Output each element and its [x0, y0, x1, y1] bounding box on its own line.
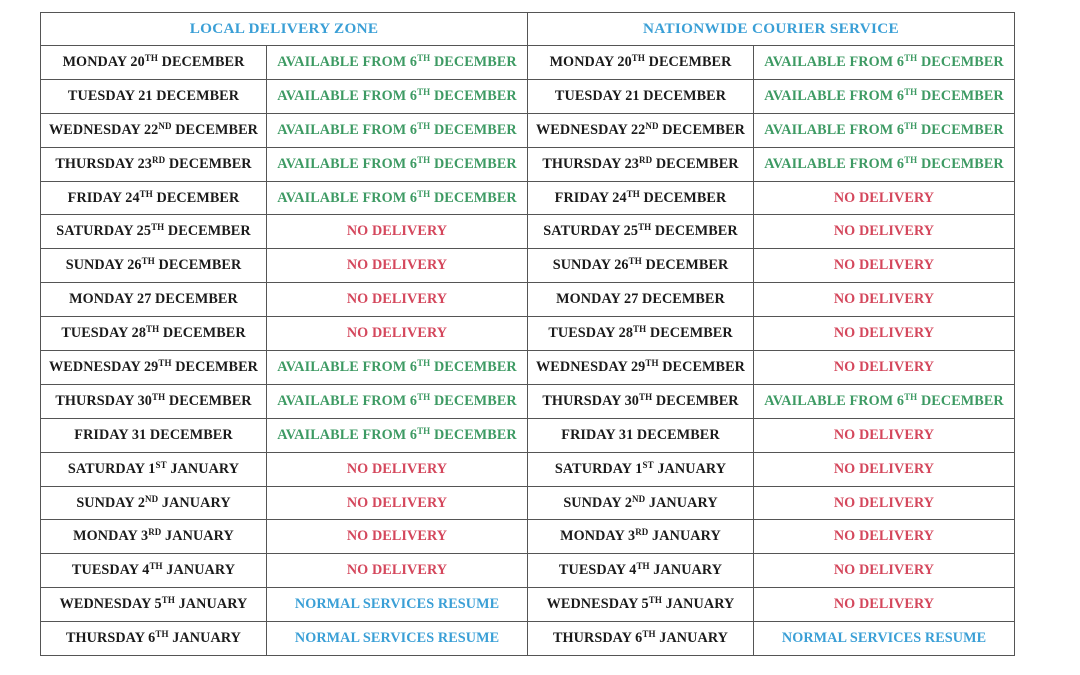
date-month: JANUARY — [174, 596, 248, 613]
date-month: DECEMBER — [165, 155, 252, 172]
date-month: DECEMBER — [646, 325, 733, 342]
national-date-cell — [528, 283, 754, 317]
date-month: JANUARY — [162, 562, 236, 579]
date-day: WEDNESDAY 22 — [49, 121, 159, 138]
status-text: NORMAL SERVICES RESUME — [294, 630, 500, 647]
status-month: DECEMBER — [917, 53, 1004, 70]
national-date-cell — [528, 249, 754, 283]
status-month: DECEMBER — [917, 155, 1004, 172]
date-ordinal-suffix: TH — [161, 595, 175, 606]
status-text: NO DELIVERY — [833, 223, 935, 240]
status-month: DECEMBER — [430, 155, 517, 172]
national-status-cell — [754, 283, 1015, 317]
date-day: TUESDAY 28 — [61, 325, 147, 342]
table-row — [41, 384, 1015, 418]
status-text: NO DELIVERY — [833, 426, 935, 443]
national-status-cell — [754, 351, 1015, 385]
status-text: NO DELIVERY — [346, 325, 448, 342]
date-ordinal-suffix: TH — [648, 595, 662, 606]
status-month: DECEMBER — [917, 87, 1004, 104]
national-date-cell — [528, 113, 754, 147]
date-ordinal-suffix: TH — [638, 391, 653, 402]
national-date-cell — [528, 181, 754, 215]
date-day: THURSDAY 23 — [55, 155, 152, 172]
date-ordinal-suffix: ND — [145, 493, 159, 504]
status-month: DECEMBER — [430, 189, 517, 206]
date-month: DECEMBER — [641, 257, 729, 274]
national-status-cell — [754, 622, 1015, 656]
status-ordinal-suffix: TH — [417, 154, 431, 165]
national-status-cell — [754, 486, 1015, 520]
local-date-cell — [41, 249, 267, 283]
date-month: DECEMBER — [658, 121, 745, 138]
date-day: THURSDAY 30 — [55, 392, 152, 409]
national-date-cell — [528, 351, 754, 385]
date-ordinal-suffix: ND — [645, 120, 659, 131]
status-ordinal-suffix: TH — [417, 357, 431, 368]
status-text: AVAILABLE FROM 6 — [277, 121, 418, 138]
date-ordinal-suffix: TH — [144, 52, 158, 63]
status-text: AVAILABLE FROM 6 — [764, 87, 905, 104]
status-ordinal-suffix: TH — [417, 391, 431, 402]
status-month: DECEMBER — [430, 392, 517, 409]
table-row — [41, 215, 1015, 249]
date-day: SUNDAY 2 — [563, 494, 633, 511]
date-day: WEDNESDAY 29 — [536, 358, 646, 375]
status-month: DECEMBER — [917, 392, 1004, 409]
date-ordinal-suffix: RD — [638, 154, 653, 165]
status-text: NO DELIVERY — [346, 223, 448, 240]
date-month: JANUARY — [168, 630, 242, 647]
local-date-cell — [41, 384, 267, 418]
local-status-cell — [267, 351, 528, 385]
national-date-cell — [528, 588, 754, 622]
date-day: FRIDAY 31 DECEMBER — [74, 426, 233, 443]
status-text: AVAILABLE FROM 6 — [277, 189, 418, 206]
local-status-cell — [267, 113, 528, 147]
local-status-cell — [267, 317, 528, 351]
national-status-cell — [754, 46, 1015, 80]
date-day: THURSDAY 6 — [65, 630, 156, 647]
table-row — [41, 317, 1015, 351]
status-ordinal-suffix: TH — [904, 52, 918, 63]
local-status-cell — [267, 283, 528, 317]
status-text: NO DELIVERY — [346, 494, 448, 511]
status-text: NO DELIVERY — [833, 257, 935, 274]
date-month: JANUARY — [649, 562, 723, 579]
date-month: DECEMBER — [164, 223, 251, 240]
local-date-cell — [41, 113, 267, 147]
table-row — [41, 520, 1015, 554]
date-day: SUNDAY 26 — [552, 257, 629, 274]
local-status-cell — [267, 486, 528, 520]
local-date-cell — [41, 46, 267, 80]
national-status-cell — [754, 181, 1015, 215]
date-ordinal-suffix: TH — [149, 561, 163, 572]
local-date-cell — [41, 283, 267, 317]
date-month: DECEMBER — [159, 325, 246, 342]
date-day: SATURDAY 25 — [543, 223, 639, 240]
date-day: SATURDAY 1 — [67, 460, 156, 477]
status-text: NO DELIVERY — [833, 358, 935, 375]
date-month: DECEMBER — [658, 358, 745, 375]
delivery-schedule-table — [40, 12, 1015, 656]
date-day: SATURDAY 25 — [56, 223, 152, 240]
table-row — [41, 46, 1015, 80]
status-month: DECEMBER — [430, 53, 517, 70]
date-day: TUESDAY 21 DECEMBER — [554, 87, 727, 104]
national-status-cell — [754, 215, 1015, 249]
national-status-cell — [754, 147, 1015, 181]
date-day: SATURDAY 1 — [554, 460, 643, 477]
date-day: TUESDAY 4 — [558, 562, 637, 579]
date-ordinal-suffix: TH — [139, 188, 153, 199]
status-text: AVAILABLE FROM 6 — [277, 392, 418, 409]
nationwide-courier-service-header: NATIONWIDE COURIER SERVICE — [528, 13, 1015, 46]
status-text: NO DELIVERY — [346, 257, 448, 274]
date-month: JANUARY — [166, 460, 240, 477]
national-date-cell — [528, 622, 754, 656]
national-date-cell — [528, 520, 754, 554]
date-month: DECEMBER — [645, 53, 732, 70]
status-month: DECEMBER — [430, 426, 517, 443]
status-text: AVAILABLE FROM 6 — [277, 426, 418, 443]
status-ordinal-suffix: TH — [417, 425, 431, 436]
status-text: NO DELIVERY — [833, 460, 935, 477]
date-ordinal-suffix: TH — [151, 391, 166, 402]
status-month: DECEMBER — [430, 87, 517, 104]
national-status-cell — [754, 113, 1015, 147]
local-delivery-zone-header: LOCAL DELIVERY ZONE — [41, 13, 528, 46]
national-date-cell — [528, 147, 754, 181]
date-day: TUESDAY 28 — [548, 325, 634, 342]
date-ordinal-suffix: TH — [151, 222, 165, 233]
national-date-cell — [528, 554, 754, 588]
status-text: NO DELIVERY — [833, 291, 935, 308]
status-text: AVAILABLE FROM 6 — [277, 87, 418, 104]
national-status-cell — [754, 317, 1015, 351]
date-day: WEDNESDAY 5 — [546, 596, 649, 613]
status-text: NORMAL SERVICES RESUME — [781, 630, 987, 647]
date-ordinal-suffix: TH — [141, 256, 155, 267]
date-month: JANUARY — [655, 630, 729, 647]
date-day: TUESDAY 4 — [71, 562, 150, 579]
date-day: MONDAY 27 DECEMBER — [69, 291, 238, 308]
date-ordinal-suffix: TH — [636, 561, 650, 572]
date-month: DECEMBER — [652, 155, 739, 172]
local-date-cell — [41, 588, 267, 622]
date-day: WEDNESDAY 29 — [49, 358, 159, 375]
date-day: FRIDAY 24 — [554, 189, 627, 206]
date-ordinal-suffix: TH — [633, 324, 647, 335]
national-status-cell — [754, 418, 1015, 452]
local-status-cell — [267, 384, 528, 418]
national-date-cell — [528, 418, 754, 452]
date-month: JANUARY — [645, 494, 718, 511]
local-status-cell — [267, 622, 528, 656]
table-row — [41, 588, 1015, 622]
table-row — [41, 181, 1015, 215]
date-day: WEDNESDAY 5 — [59, 596, 162, 613]
status-text: NO DELIVERY — [346, 460, 448, 477]
date-day: FRIDAY 31 DECEMBER — [561, 426, 720, 443]
national-date-cell — [528, 384, 754, 418]
table-row — [41, 486, 1015, 520]
status-text: NO DELIVERY — [833, 189, 935, 206]
table-row — [41, 418, 1015, 452]
status-ordinal-suffix: TH — [417, 52, 431, 63]
local-status-cell — [267, 79, 528, 113]
date-month: JANUARY — [161, 528, 234, 545]
status-text: AVAILABLE FROM 6 — [764, 155, 905, 172]
local-status-cell — [267, 181, 528, 215]
status-text: NO DELIVERY — [833, 596, 935, 613]
status-text: NO DELIVERY — [346, 562, 448, 579]
date-ordinal-suffix: ST — [642, 459, 654, 470]
local-status-cell — [267, 46, 528, 80]
local-status-cell — [267, 418, 528, 452]
status-text: AVAILABLE FROM 6 — [277, 155, 418, 172]
national-status-cell — [754, 384, 1015, 418]
date-day: MONDAY 3 — [73, 528, 149, 545]
national-status-cell — [754, 588, 1015, 622]
local-date-cell — [41, 554, 267, 588]
local-date-cell — [41, 452, 267, 486]
date-day: MONDAY 27 DECEMBER — [556, 291, 725, 308]
date-month: DECEMBER — [652, 392, 739, 409]
table-row — [41, 283, 1015, 317]
date-month: DECEMBER — [651, 223, 738, 240]
status-text: NORMAL SERVICES RESUME — [294, 596, 500, 613]
date-ordinal-suffix: TH — [146, 324, 160, 335]
date-ordinal-suffix: TH — [645, 357, 659, 368]
local-status-cell — [267, 588, 528, 622]
date-ordinal-suffix: TH — [155, 629, 169, 640]
table-row — [41, 452, 1015, 486]
local-date-cell — [41, 215, 267, 249]
local-date-cell — [41, 520, 267, 554]
local-status-cell — [267, 147, 528, 181]
status-ordinal-suffix: TH — [417, 120, 431, 131]
date-ordinal-suffix: TH — [642, 629, 656, 640]
date-day: WEDNESDAY 22 — [536, 121, 646, 138]
date-ordinal-suffix: ND — [632, 493, 646, 504]
local-date-cell — [41, 181, 267, 215]
table-row — [41, 113, 1015, 147]
local-date-cell — [41, 79, 267, 113]
national-date-cell — [528, 46, 754, 80]
date-month: DECEMBER — [639, 189, 727, 206]
date-ordinal-suffix: TH — [631, 52, 645, 63]
date-day: MONDAY 20 — [549, 53, 632, 70]
national-status-cell — [754, 79, 1015, 113]
status-text: NO DELIVERY — [833, 325, 935, 342]
status-ordinal-suffix: TH — [904, 154, 918, 165]
status-ordinal-suffix: TH — [904, 86, 918, 97]
status-ordinal-suffix: TH — [904, 120, 918, 131]
date-month: DECEMBER — [158, 53, 245, 70]
local-date-cell — [41, 317, 267, 351]
date-month: DECEMBER — [171, 358, 258, 375]
date-month: JANUARY — [158, 494, 231, 511]
local-date-cell — [41, 351, 267, 385]
table-row — [41, 351, 1015, 385]
national-date-cell — [528, 452, 754, 486]
date-day: MONDAY 20 — [62, 53, 145, 70]
date-day: FRIDAY 24 — [67, 189, 140, 206]
date-day: THURSDAY 23 — [542, 155, 639, 172]
national-status-cell — [754, 249, 1015, 283]
date-month: DECEMBER — [154, 257, 242, 274]
national-status-cell — [754, 520, 1015, 554]
date-month: JANUARY — [653, 460, 727, 477]
status-text: NO DELIVERY — [833, 494, 935, 511]
date-day: THURSDAY 6 — [552, 630, 643, 647]
local-date-cell — [41, 418, 267, 452]
local-date-cell — [41, 147, 267, 181]
table-row — [41, 554, 1015, 588]
local-status-cell — [267, 554, 528, 588]
date-ordinal-suffix: RD — [148, 527, 162, 538]
status-month: DECEMBER — [430, 358, 517, 375]
date-ordinal-suffix: ND — [158, 120, 172, 131]
date-ordinal-suffix: RD — [151, 154, 166, 165]
table-row — [41, 147, 1015, 181]
date-day: SUNDAY 26 — [65, 257, 142, 274]
status-ordinal-suffix: TH — [904, 391, 918, 402]
local-status-cell — [267, 215, 528, 249]
status-text: AVAILABLE FROM 6 — [764, 121, 905, 138]
date-day: SUNDAY 2 — [76, 494, 146, 511]
local-date-cell — [41, 622, 267, 656]
table-row — [41, 249, 1015, 283]
local-status-cell — [267, 520, 528, 554]
local-date-cell — [41, 486, 267, 520]
date-day: TUESDAY 21 DECEMBER — [67, 87, 240, 104]
status-text: NO DELIVERY — [833, 528, 935, 545]
local-status-cell — [267, 452, 528, 486]
national-date-cell — [528, 486, 754, 520]
status-text: NO DELIVERY — [346, 528, 448, 545]
status-ordinal-suffix: TH — [417, 188, 431, 199]
status-text: AVAILABLE FROM 6 — [277, 53, 418, 70]
date-ordinal-suffix: ST — [155, 459, 167, 470]
status-text: AVAILABLE FROM 6 — [764, 53, 905, 70]
national-date-cell — [528, 215, 754, 249]
table-row — [41, 79, 1015, 113]
date-day: THURSDAY 30 — [542, 392, 639, 409]
date-ordinal-suffix: RD — [635, 527, 649, 538]
date-ordinal-suffix: TH — [628, 256, 642, 267]
date-ordinal-suffix: TH — [626, 188, 640, 199]
table-row — [41, 622, 1015, 656]
status-month: DECEMBER — [430, 121, 517, 138]
status-ordinal-suffix: TH — [417, 86, 431, 97]
date-day: MONDAY 3 — [560, 528, 636, 545]
status-month: DECEMBER — [917, 121, 1004, 138]
status-text: NO DELIVERY — [346, 291, 448, 308]
date-ordinal-suffix: TH — [638, 222, 652, 233]
national-status-cell — [754, 452, 1015, 486]
date-month: JANUARY — [661, 596, 735, 613]
date-month: DECEMBER — [171, 121, 258, 138]
date-month: DECEMBER — [152, 189, 240, 206]
local-status-cell — [267, 249, 528, 283]
status-text: NO DELIVERY — [833, 562, 935, 579]
national-status-cell — [754, 554, 1015, 588]
status-text: AVAILABLE FROM 6 — [277, 358, 418, 375]
national-date-cell — [528, 79, 754, 113]
date-month: JANUARY — [648, 528, 721, 545]
status-text: AVAILABLE FROM 6 — [764, 392, 905, 409]
national-date-cell — [528, 317, 754, 351]
date-ordinal-suffix: TH — [158, 357, 172, 368]
date-month: DECEMBER — [165, 392, 252, 409]
header-row — [41, 13, 1015, 46]
